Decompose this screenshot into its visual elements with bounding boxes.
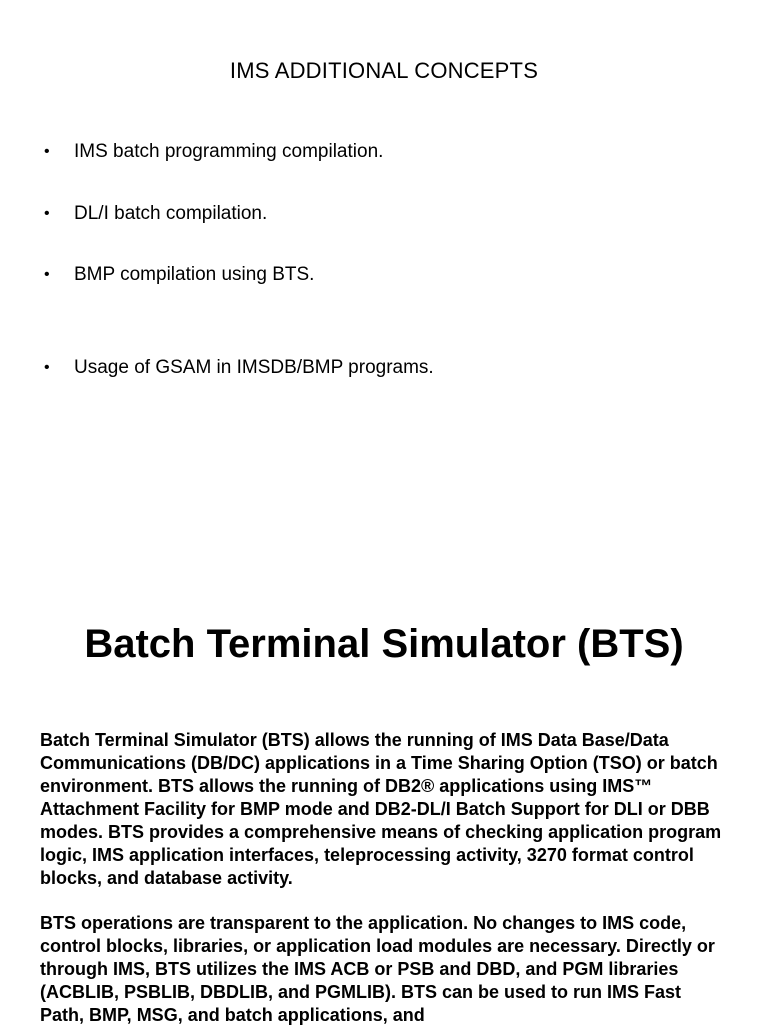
bullet-icon: • (44, 143, 50, 160)
slide-title: IMS ADDITIONAL CONCEPTS (229, 58, 539, 83)
bullet-item (44, 203, 267, 225)
bullet-text: IMS batch programming compilation. (74, 141, 384, 162)
bullet-icon: • (44, 266, 50, 283)
bullet-text: DL/I batch compilation. (74, 203, 268, 224)
bullet-icon: • (44, 205, 50, 222)
bullet-icon: • (44, 359, 50, 376)
bullet-text: Usage of GSAM in IMSDB/BMP programs. (74, 357, 434, 378)
paragraph: Batch Terminal Simulator (BTS) allows the running of IMS Data Base/Data Communications (DB/DC) applications in a Time Sharing Option (TSO) or batch environment. BTS allows the running of DB2® applications using IMS™ Attachment Facility for BMP mode and DB2-DL/I Batch Support for DLI or DBB modes. BTS provides a comprehensive means of checking application program logic, IMS application interfaces, teleprocessing activity, 3270 format control blocks, and database activity. (40, 730, 722, 888)
bullet-text: BMP compilation using BTS. (74, 264, 315, 285)
bullet-item (44, 141, 383, 163)
bullet-item (44, 357, 434, 379)
section-heading: Batch Terminal Simulator (BTS) (84, 622, 684, 666)
bullet-item (44, 264, 314, 286)
paragraph: BTS operations are transparent to the application. No changes to IMS code, control blocks, libraries, or application load modules are necessary. Directly or through IMS, BTS utilizes the IMS ACB or PSB and DBD, and PGM libraries (ACBLIB, PSBLIB, DBDLIB, and PGMLIB). BTS can be used to run IMS Fast Path, BMP, MSG, and batch applications, and (40, 913, 715, 1025)
